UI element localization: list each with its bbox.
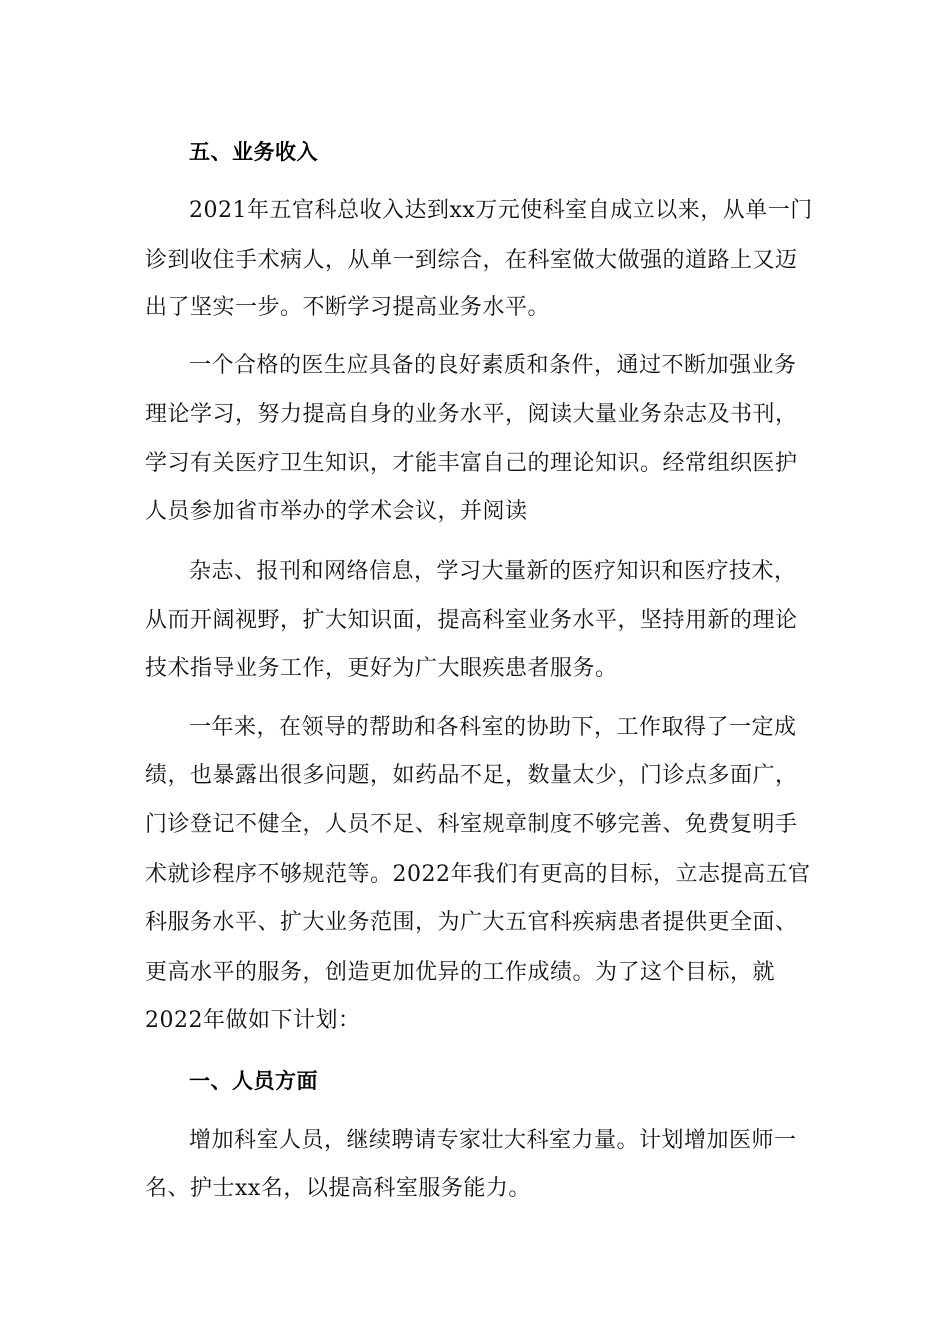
paragraph-line: 杂志、报刊和网络信息，学习大量新的医疗知识和医疗技术，: [189, 559, 797, 584]
paragraph-line: 2022年做如下计划：: [145, 1008, 361, 1033]
paragraph-line: 门诊登记不健全，人员不足、科室规章制度不够完善、免费复明手: [145, 812, 798, 837]
paragraph-line: 更高水平的服务，创造更加优异的工作成绩。为了这个目标，就: [145, 960, 776, 985]
section-heading-personnel: 一、人员方面: [189, 1069, 318, 1093]
section-heading-business-income: 五、业务收入: [189, 140, 318, 164]
paragraph-line: 从而开阔视野，扩大知识面，提高科室业务水平，坚持用新的理论: [145, 608, 798, 633]
paragraph-line: 名、护士xx名，以提高科室服务能力。: [145, 1176, 531, 1201]
paragraph-line: 学习有关医疗卫生知识，才能丰富自己的理论知识。经常组织医护: [145, 451, 798, 476]
paragraph-line: 2021年五官科总收入达到xx万元使科室自成立以来，从单一门: [189, 198, 813, 223]
paragraph-line: 人员参加省市举办的学术会议，并阅读: [145, 499, 528, 524]
paragraph-line: 出了坚实一步。不断学习提高业务水平。: [145, 295, 551, 320]
paragraph-line: 术就诊程序不够规范等。2022年我们有更高的目标，立志提高五官: [145, 862, 811, 887]
paragraph-line: 一年来，在领导的帮助和各科室的协助下，工作取得了一定成: [189, 715, 797, 740]
paragraph-line: 诊到收住手术病人，从单一到综合，在科室做大做强的道路上又迈: [145, 248, 798, 273]
paragraph-line: 绩，也暴露出很多问题，如药品不足，数量太少，门诊点多面广，: [145, 763, 798, 788]
paragraph-line: 技术指导业务工作，更好为广大眼疾患者服务。: [145, 656, 618, 681]
paragraph-line: 增加科室人员，继续聘请专家壮大科室力量。计划增加医师一: [189, 1128, 797, 1153]
paragraph-line: 科服务水平、扩大业务范围，为广大五官科疾病患者提供更全面、: [145, 910, 798, 935]
paragraph-line: 一个合格的医生应具备的良好素质和条件，通过不断加强业务: [189, 353, 797, 378]
paragraph-line: 理论学习，努力提高自身的业务水平，阅读大量业务杂志及书刊，: [145, 402, 798, 427]
